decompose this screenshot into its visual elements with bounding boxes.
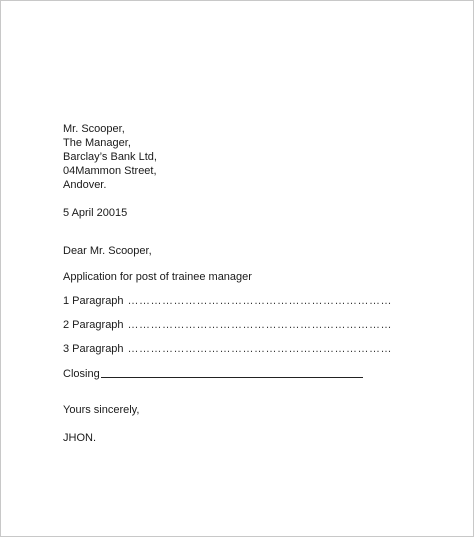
paragraph-fill-dots: ……………………………………………………………: [127, 295, 393, 307]
recipient-address: [63, 122, 393, 192]
paragraph-label: 3 Paragraph: [63, 343, 124, 355]
address-line-recipient-name: Mr. Scooper,: [63, 123, 125, 135]
address-line-company: Barclay’s Bank Ltd,: [63, 151, 157, 163]
paragraph-placeholder: [63, 342, 393, 356]
paragraph-placeholder: [63, 318, 393, 332]
letter-date: 5 April 20015: [63, 207, 128, 219]
paragraph-label: 2 Paragraph: [63, 319, 124, 331]
letter-body: [63, 122, 393, 445]
address-line-title: The Manager,: [63, 137, 131, 149]
paragraph-placeholder: [63, 294, 393, 308]
address-line-street: 04Mammon Street,: [63, 165, 157, 177]
salutation: Dear Mr. Scooper,: [63, 245, 152, 257]
subject-line: Application for post of trainee manager: [63, 271, 252, 283]
closing-label: Closing: [63, 368, 100, 380]
paragraph-fill-dots: ……………………………………………………………: [127, 319, 393, 331]
signature-name: JHON.: [63, 432, 96, 444]
sign-off: Yours sincerely,: [63, 404, 140, 416]
address-line-city: Andover.: [63, 179, 107, 191]
closing-fill-line: [101, 367, 363, 378]
paragraph-fill-dots: ……………………………………………………………: [127, 343, 393, 355]
closing-placeholder: [63, 366, 393, 381]
paragraph-label: 1 Paragraph: [63, 295, 124, 307]
